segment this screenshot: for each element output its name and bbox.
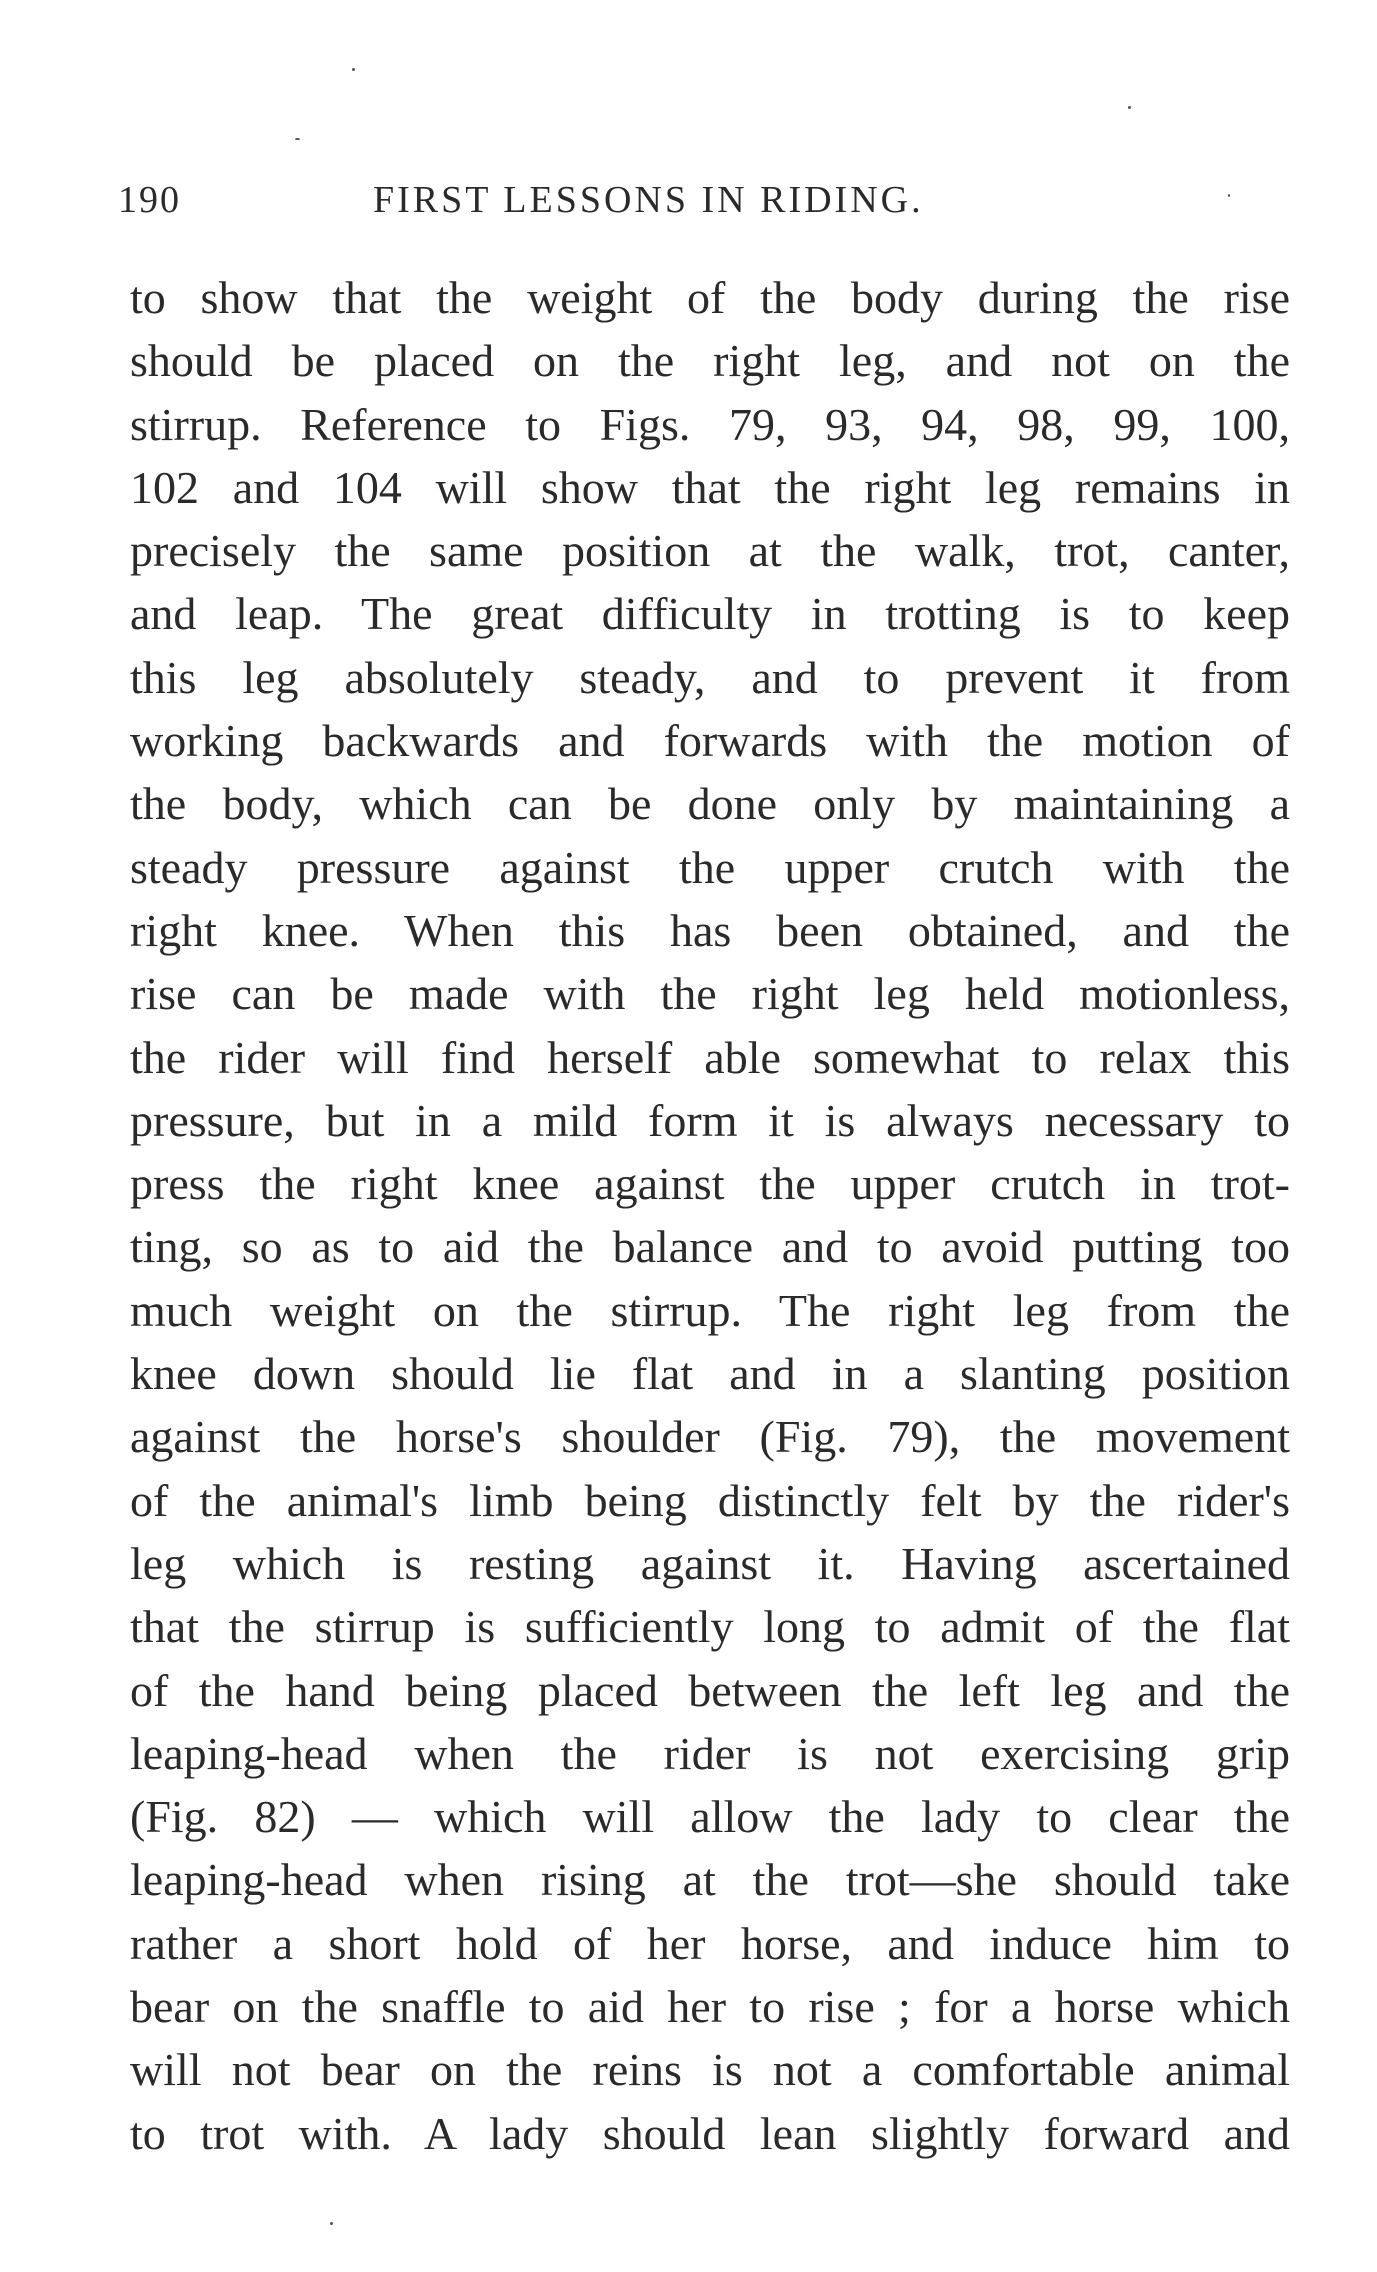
text-line: that the stirrup is sufficiently long to admit of the flat — [130, 1601, 1290, 1653]
text-line: steady pressure against the upper crutch with the — [130, 841, 1290, 893]
page-number: 190 — [118, 179, 181, 221]
text-line: ting, so as to aid the balance and to avoid putting too — [130, 1221, 1290, 1273]
text-line: of the hand being placed between the left leg and the — [130, 1664, 1290, 1716]
text-line: should be placed on the right leg, and not on the — [130, 335, 1290, 387]
text-line: rise can be made with the right leg held motionless, — [130, 968, 1290, 1020]
text-line: much weight on the stirrup. The right leg from the — [130, 1284, 1290, 1336]
text-line: the rider will find herself able somewhat to relax this — [130, 1031, 1290, 1083]
text-line: knee down should lie flat and in a slanting position — [130, 1348, 1290, 1400]
text-line: leaping-head when rising at the trot—she should take — [130, 1854, 1290, 1906]
text-line: the body, which can be done only by maintaining a — [130, 778, 1290, 830]
print-speck — [330, 2222, 333, 2225]
text-line: rather a short hold of her horse, and induce him to — [130, 1917, 1290, 1969]
text-line: to show that the weight of the body during the rise — [130, 272, 1290, 323]
text-line: bear on the snaffle to aid her to rise ; for a horse which — [130, 1981, 1290, 2033]
body-text — [130, 266, 1290, 2165]
text-line: of the animal's limb being distinctly felt by the rider's — [130, 1474, 1290, 1526]
text-line: against the horse's shoulder (Fig. 79), the movement — [130, 1411, 1290, 1463]
text-line: working backwards and forwards with the motion of — [130, 715, 1290, 767]
print-speck — [295, 138, 300, 140]
text-line: leaping-head when the rider is not exercising grip — [130, 1727, 1290, 1779]
text-line: will not bear on the reins is not a comfortable animal — [130, 2044, 1290, 2096]
print-speck — [1228, 194, 1230, 197]
page-header — [118, 178, 1278, 238]
text-line: and leap. The great difficulty in trotting is to keep — [130, 588, 1290, 640]
text-line: (Fig. 82) — which will allow the lady to clear the — [130, 1791, 1290, 1843]
text-line: leg which is resting against it. Having ascertained — [130, 1537, 1290, 1589]
running-head: FIRST LESSONS IN RIDING. — [373, 179, 924, 221]
text-line: to trot with. A lady should lean slightly forward and — [130, 2107, 1290, 2159]
text-line: pressure, but in a mild form it is always necessary to — [130, 1094, 1290, 1146]
text-line: press the right knee against the upper crutch in trot- — [130, 1158, 1290, 1210]
text-line: this leg absolutely steady, and to prevent it from — [130, 651, 1290, 703]
text-line: stirrup. Reference to Figs. 79, 93, 94, 98, 99, 100, — [130, 398, 1290, 450]
text-line: precisely the same position at the walk, trot, canter, — [130, 525, 1290, 577]
print-speck — [1128, 106, 1131, 109]
text-line: right knee. When this has been obtained, and the — [130, 904, 1290, 956]
text-line: 102 and 104 will show that the right leg remains in — [130, 461, 1290, 513]
print-speck — [352, 68, 355, 71]
